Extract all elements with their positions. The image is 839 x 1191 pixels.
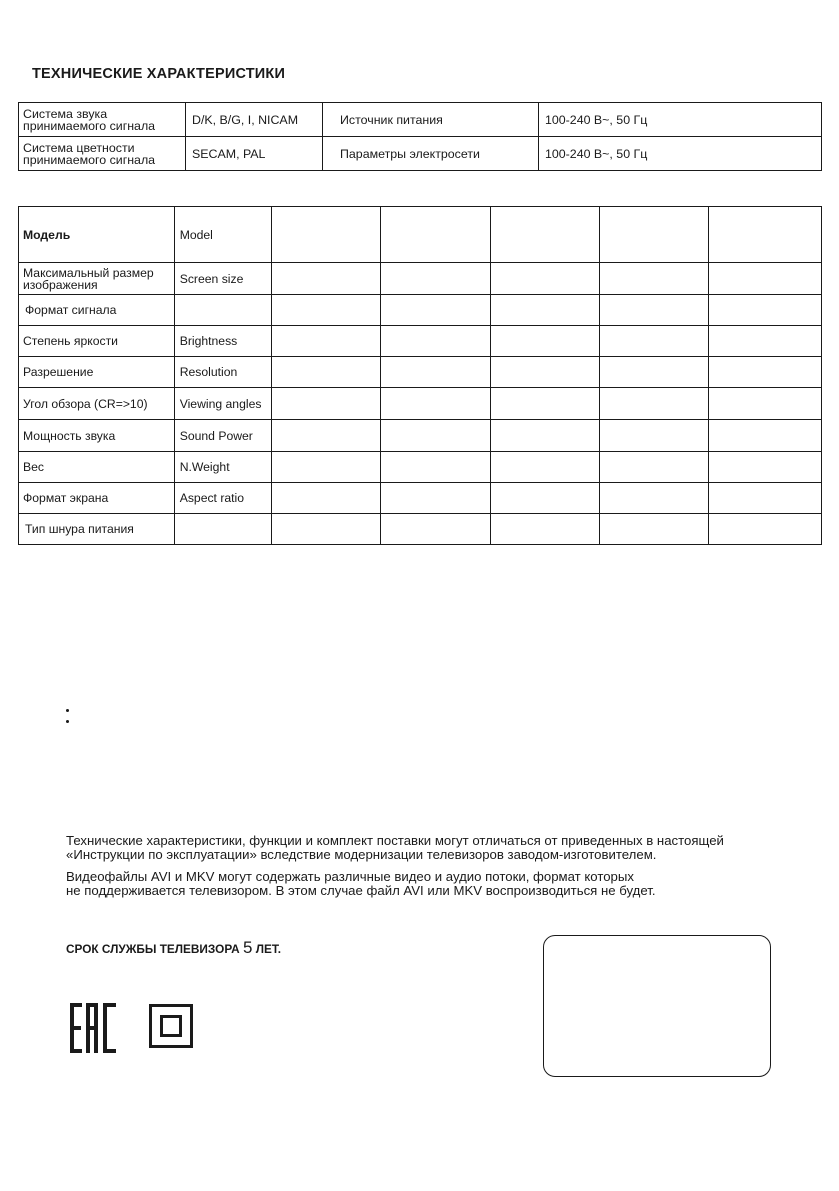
table-row xyxy=(19,295,822,326)
table-row xyxy=(19,326,822,357)
spec-value-cell xyxy=(381,514,490,545)
spec-label-en: Resolution xyxy=(174,357,271,388)
double-insulation-icon xyxy=(149,1004,193,1048)
spec-label-ru: Мощность звука xyxy=(19,420,175,452)
spec-value-cell xyxy=(599,514,708,545)
spec-value-cell xyxy=(271,514,380,545)
spec-value-cell xyxy=(709,483,822,514)
dealer-stamp-box xyxy=(543,935,771,1077)
service-life-suffix: ЛЕТ. xyxy=(252,942,281,956)
table-cell: SECAM, PAL xyxy=(186,137,323,171)
spec-label-ru: Тип шнура питания xyxy=(19,514,175,545)
spec-value-cell xyxy=(490,263,599,295)
table-cell: D/K, B/G, I, NICAM xyxy=(186,103,323,137)
signal-table xyxy=(18,102,822,171)
table-cell: Система звука принимаемого сигнала xyxy=(19,103,186,137)
note-line: Технические характеристики, функции и комплект поставки могут отличаться от приведенных в настоящей xyxy=(66,833,724,848)
spec-value-cell xyxy=(709,357,822,388)
spec-value-cell xyxy=(490,326,599,357)
spec-value-cell xyxy=(599,483,708,514)
spec-label-en: Brightness xyxy=(174,326,271,357)
service-life-years: 5 xyxy=(242,938,253,957)
spec-value-cell xyxy=(599,263,708,295)
spec-label-en: N.Weight xyxy=(174,452,271,483)
spec-value-cell xyxy=(490,483,599,514)
spec-value-cell xyxy=(490,514,599,545)
spec-value-cell xyxy=(709,207,822,263)
spec-label-ru: Модель xyxy=(19,207,175,263)
table-cell: Система цветности принимаемого сигнала xyxy=(19,137,186,171)
note-avi-mkv xyxy=(66,870,656,898)
spec-value-cell xyxy=(381,452,490,483)
table-row xyxy=(19,263,822,295)
table-row xyxy=(19,357,822,388)
bullet-dot xyxy=(66,720,69,723)
spec-label-en xyxy=(174,514,271,545)
spec-value-cell xyxy=(490,420,599,452)
spec-value-cell xyxy=(271,357,380,388)
spec-value-cell xyxy=(709,388,822,420)
page-title: ТЕХНИЧЕСКИЕ ХАРАКТЕРИСТИКИ xyxy=(32,66,286,82)
spec-value-cell xyxy=(271,388,380,420)
spec-value-cell xyxy=(381,326,490,357)
spec-label-en: Aspect ratio xyxy=(174,483,271,514)
spec-value-cell xyxy=(599,452,708,483)
spec-label-ru: Вес xyxy=(19,452,175,483)
spec-label-en: Model xyxy=(174,207,271,263)
table-row xyxy=(19,103,822,137)
note-line: не поддерживается телевизором. В этом случае файл AVI или MKV воспроизводиться не будет. xyxy=(66,883,656,898)
spec-label-en xyxy=(174,295,271,326)
note-line: Видеофайлы AVI и MKV могут содержать различные видео и аудио потоки, формат которых xyxy=(66,869,634,884)
spec-label-en: Sound Power xyxy=(174,420,271,452)
spec-label-ru: Формат сигнала xyxy=(19,295,175,326)
spec-value-cell xyxy=(381,483,490,514)
spec-value-cell xyxy=(599,420,708,452)
table-row xyxy=(19,483,822,514)
spec-value-cell xyxy=(599,326,708,357)
table-cell: Параметры электросети xyxy=(323,137,539,171)
spec-value-cell xyxy=(599,207,708,263)
table-row xyxy=(19,388,822,420)
bullet-dot xyxy=(66,709,69,712)
table-cell: 100-240 В~, 50 Гц xyxy=(539,103,822,137)
spec-value-cell xyxy=(271,483,380,514)
spec-value-cell xyxy=(490,452,599,483)
spec-value-cell xyxy=(271,452,380,483)
double-insulation-inner xyxy=(160,1015,182,1037)
spec-value-cell xyxy=(381,420,490,452)
spec-value-cell xyxy=(709,514,822,545)
service-life-prefix: СРОК СЛУЖБЫ ТЕЛЕВИЗОРА xyxy=(66,942,243,956)
note-modernization xyxy=(66,834,724,862)
spec-value-cell xyxy=(490,207,599,263)
spec-label-ru: Степень яркости xyxy=(19,326,175,357)
spec-value-cell xyxy=(271,420,380,452)
spec-value-cell xyxy=(381,357,490,388)
spec-label-en: Viewing angles xyxy=(174,388,271,420)
spec-label-ru: Разрешение xyxy=(19,357,175,388)
spec-value-cell xyxy=(599,388,708,420)
table-row xyxy=(19,514,822,545)
spec-value-cell xyxy=(490,357,599,388)
eac-mark-icon xyxy=(70,1003,120,1053)
spec-value-cell xyxy=(271,295,380,326)
spec-value-cell xyxy=(381,263,490,295)
note-line: «Инструкции по эксплуатации» вследствие модернизации телевизоров заводом-изготовителем. xyxy=(66,847,657,862)
spec-value-cell xyxy=(599,357,708,388)
spec-value-cell xyxy=(381,295,490,326)
spec-label-ru: Формат экрана xyxy=(19,483,175,514)
table-row xyxy=(19,452,822,483)
table-cell: Источник питания xyxy=(323,103,539,137)
spec-value-cell xyxy=(381,207,490,263)
table-cell: 100-240 В~, 50 Гц xyxy=(539,137,822,171)
spec-table xyxy=(18,206,822,545)
spec-value-cell xyxy=(271,207,380,263)
spec-value-cell xyxy=(599,295,708,326)
spec-value-cell xyxy=(709,452,822,483)
spec-value-cell xyxy=(490,295,599,326)
spec-label-en: Screen size xyxy=(174,263,271,295)
spec-value-cell xyxy=(709,295,822,326)
service-life xyxy=(66,938,281,958)
spec-value-cell xyxy=(709,420,822,452)
spec-label-ru: Угол обзора (CR=>10) xyxy=(19,388,175,420)
table-row xyxy=(19,207,822,263)
table-row xyxy=(19,137,822,171)
spec-value-cell xyxy=(490,388,599,420)
table-row xyxy=(19,420,822,452)
spec-value-cell xyxy=(709,326,822,357)
spec-value-cell xyxy=(381,388,490,420)
spec-label-ru: Максимальный размер изображения xyxy=(19,263,175,295)
spec-value-cell xyxy=(271,326,380,357)
spec-value-cell xyxy=(709,263,822,295)
spec-value-cell xyxy=(271,263,380,295)
